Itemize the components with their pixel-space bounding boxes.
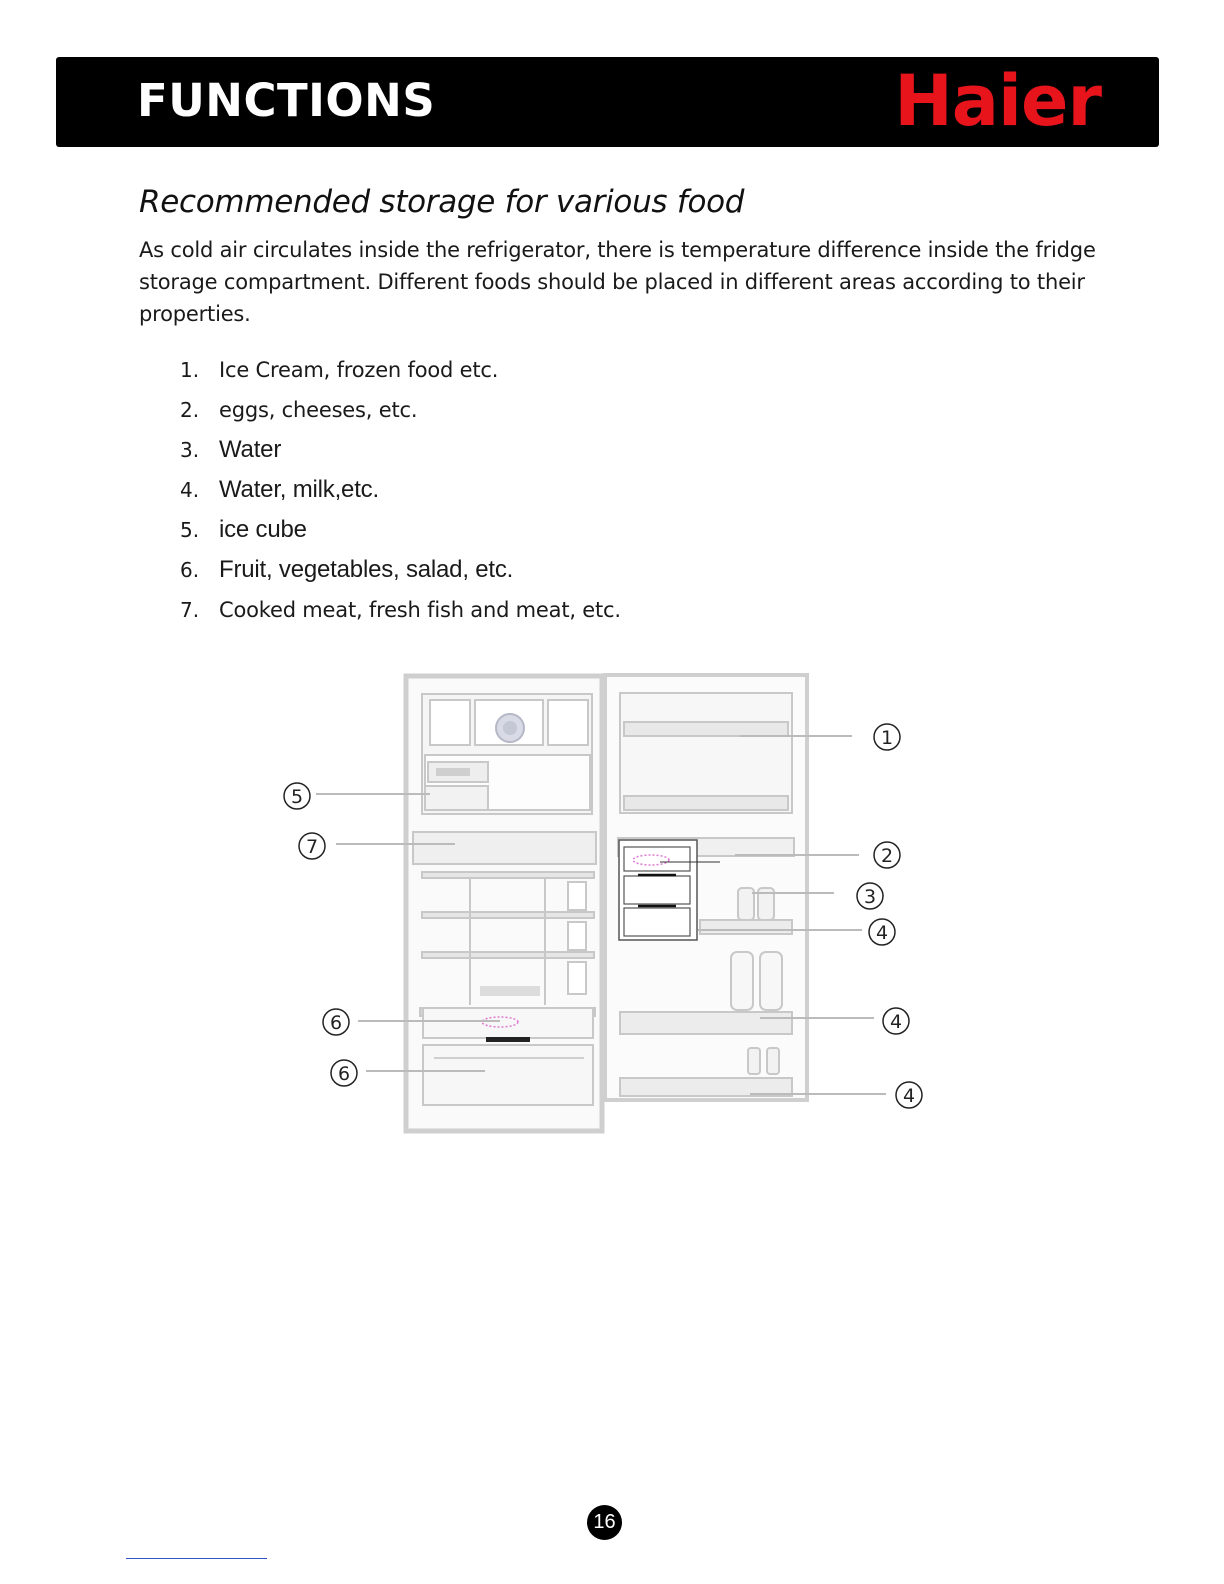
fridge-diagram: [270, 668, 940, 1138]
callout-4: 4: [902, 1085, 916, 1107]
page-title: FUNCTIONS: [137, 74, 436, 127]
fridge-illustration: [406, 675, 807, 1131]
callout-4: 4: [875, 922, 889, 944]
food-storage-list: [180, 350, 621, 630]
callout-6: 6: [337, 1063, 351, 1085]
section-title: Recommended storage for various food: [139, 184, 745, 220]
callout-1: 1: [880, 727, 894, 749]
list-item: 7. Cooked meat, fresh fish and meat, etc.: [180, 598, 621, 622]
callout-4: 4: [889, 1011, 903, 1033]
footer-divider: [126, 1558, 267, 1559]
list-item: 4. Water, milk,etc.: [180, 476, 379, 503]
callout-6: 6: [329, 1012, 343, 1034]
list-item: 2. eggs, cheeses, etc.: [180, 398, 418, 422]
callout-3: 3: [863, 886, 877, 908]
header-bar: [56, 57, 1159, 147]
callout-7: 7: [305, 836, 319, 858]
list-item: 1. Ice Cream, frozen food etc.: [180, 358, 499, 382]
list-item: 3. Water: [180, 436, 282, 463]
callout-5: 5: [290, 786, 304, 808]
page-number: 16: [587, 1505, 622, 1540]
intro-paragraph: As cold air circulates inside the refrigerator, there is temperature difference inside the fridge storage compartment. Different foods should be placed in different areas according to their properties.: [139, 238, 1096, 326]
callout-2: 2: [880, 845, 894, 867]
list-item: 5. ice cube: [180, 516, 307, 543]
list-item: 6. Fruit, vegetables, salad, etc.: [180, 556, 514, 583]
brand-logo: Haier: [894, 60, 1101, 142]
